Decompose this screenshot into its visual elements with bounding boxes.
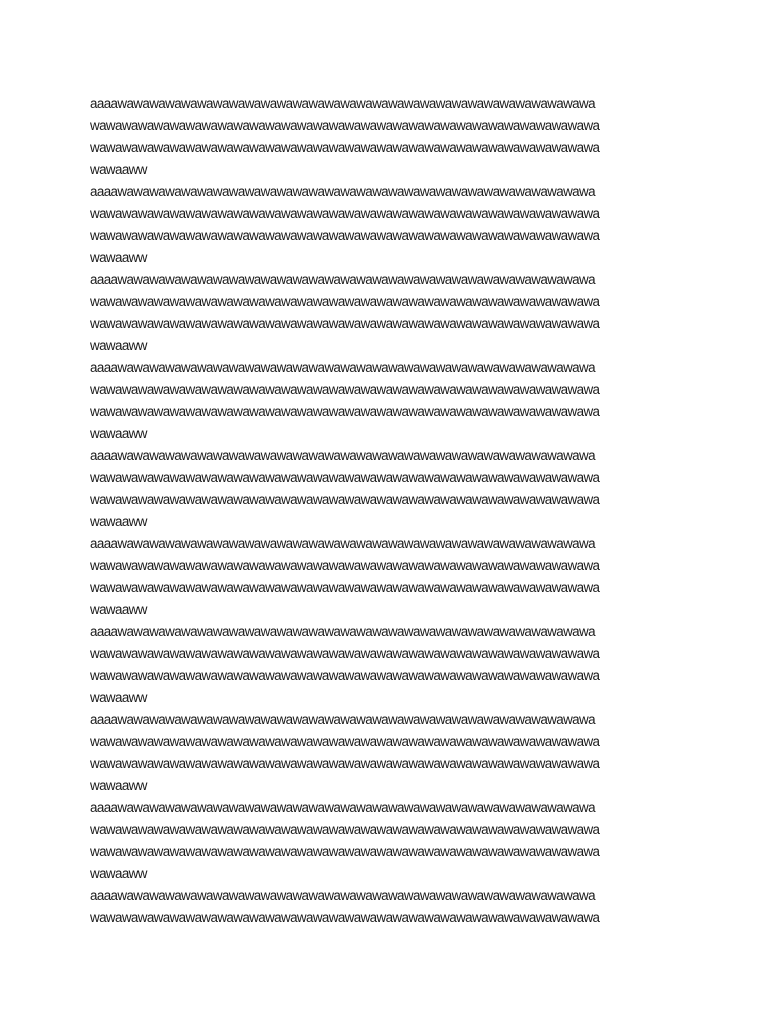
paragraph-10: [90, 885, 730, 929]
paragraph-3: [90, 269, 730, 357]
text-line: wawawawawawawawawawawawawawawawawawawawawawawawawawawawawawawawa: [90, 558, 600, 573]
text-line: aaaawawawawawawawawawawawawawawawawawawawawawawawawawawawawawawa: [90, 624, 595, 639]
paragraph-6: [90, 533, 730, 621]
paragraph-1: [90, 93, 730, 181]
text-line: wawawawawawawawawawawawawawawawawawawawawawawawawawawawawawawawa: [90, 294, 600, 309]
text-line: wawaaww: [90, 162, 147, 177]
text-line: aaaawawawawawawawawawawawawawawawawawawawawawawawawawawawawawawa: [90, 712, 595, 727]
text-line: wawawawawawawawawawawawawawawawawawawawawawawawawawawawawawawawa: [90, 228, 600, 243]
text-line: wawawawawawawawawawawawawawawawawawawawawawawawawawawawawawawawa: [90, 382, 600, 397]
text-line: aaaawawawawawawawawawawawawawawawawawawawawawawawawawawawawawawa: [90, 272, 595, 287]
text-line: wawawawawawawawawawawawawawawawawawawawawawawawawawawawawawawawa: [90, 580, 600, 595]
text-line: aaaawawawawawawawawawawawawawawawawawawawawawawawawawawawawawawa: [90, 184, 595, 199]
text-line: wawawawawawawawawawawawawawawawawawawawawawawawawawawawawawawawa: [90, 668, 600, 683]
text-line: wawaaww: [90, 602, 147, 617]
text-line: wawaaww: [90, 690, 147, 705]
text-line: wawawawawawawawawawawawawawawawawawawawawawawawawawawawawawawawa: [90, 140, 600, 155]
text-line: wawawawawawawawawawawawawawawawawawawawawawawawawawawawawawawawa: [90, 646, 600, 661]
text-line: aaaawawawawawawawawawawawawawawawawawawawawawawawawawawawawawawa: [90, 96, 595, 111]
text-line: wawawawawawawawawawawawawawawawawawawawawawawawawawawawawawawawa: [90, 206, 600, 221]
paragraph-7: [90, 621, 730, 709]
text-line: wawawawawawawawawawawawawawawawawawawawawawawawawawawawawawawawa: [90, 734, 600, 749]
text-line: aaaawawawawawawawawawawawawawawawawawawawawawawawawawawawawawawa: [90, 800, 595, 815]
text-line: wawawawawawawawawawawawawawawawawawawawawawawawawawawawawawawawa: [90, 756, 600, 771]
text-line: wawawawawawawawawawawawawawawawawawawawawawawawawawawawawawawawa: [90, 822, 600, 837]
document-page: [90, 93, 730, 929]
paragraph-2: [90, 181, 730, 269]
text-line: wawawawawawawawawawawawawawawawawawawawawawawawawawawawawawawawa: [90, 844, 600, 859]
text-line: aaaawawawawawawawawawawawawawawawawawawawawawawawawawawawawawawa: [90, 360, 595, 375]
text-line: wawawawawawawawawawawawawawawawawawawawawawawawawawawawawawawawa: [90, 316, 600, 331]
text-line: wawawawawawawawawawawawawawawawawawawawawawawawawawawawawawawawa: [90, 404, 600, 419]
text-line: wawaaww: [90, 338, 147, 353]
text-line: wawaaww: [90, 778, 147, 793]
paragraph-9: [90, 797, 730, 885]
text-line: wawawawawawawawawawawawawawawawawawawawawawawawawawawawawawawawa: [90, 118, 600, 133]
text-line: aaaawawawawawawawawawawawawawawawawawawawawawawawawawawawawawawa: [90, 888, 595, 903]
text-line: wawaaww: [90, 426, 147, 441]
text-line: wawawawawawawawawawawawawawawawawawawawawawawawawawawawawawawawa: [90, 492, 600, 507]
paragraph-5: [90, 445, 730, 533]
text-line: wawaaww: [90, 866, 147, 881]
paragraph-8: [90, 709, 730, 797]
text-line: aaaawawawawawawawawawawawawawawawawawawawawawawawawawawawawawawa: [90, 536, 595, 551]
text-line: wawawawawawawawawawawawawawawawawawawawawawawawawawawawawawawawa: [90, 910, 600, 925]
text-line: wawaaww: [90, 514, 147, 529]
text-line: wawawawawawawawawawawawawawawawawawawawawawawawawawawawawawawawa: [90, 470, 600, 485]
paragraph-4: [90, 357, 730, 445]
text-line: wawaaww: [90, 250, 147, 265]
text-line: aaaawawawawawawawawawawawawawawawawawawawawawawawawawawawawawawa: [90, 448, 595, 463]
